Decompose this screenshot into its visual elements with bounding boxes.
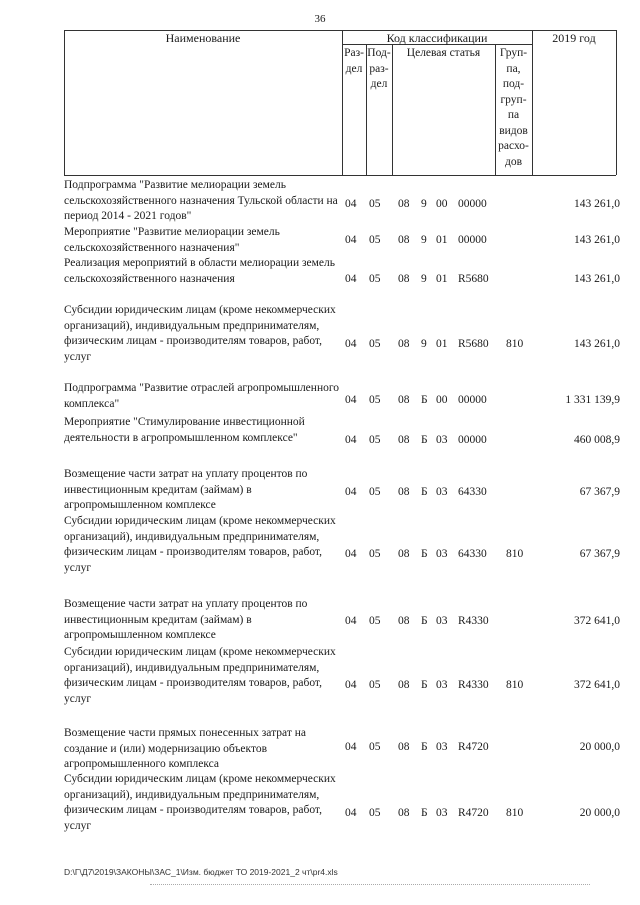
row-name: Подпрограмма "Развитие отраслей агропромышленного комплекса"	[64, 382, 340, 410]
row-name: Субсидии юридическим лицам (кроме некоммерческих организаций), индивидуальным предпринимателям, физическим лицам - производителям товаров, работ, услуг	[64, 304, 336, 363]
row-podrazdel: 05	[369, 548, 381, 560]
row-direction: 00	[436, 394, 448, 406]
row-program: 08	[398, 548, 410, 560]
page-number: 36	[314, 13, 326, 25]
scan-artifact	[150, 884, 590, 885]
row-direction: 01	[436, 338, 448, 350]
row-program: 08	[398, 434, 410, 446]
row-subprogram: Б	[421, 679, 428, 691]
row-direction: 03	[436, 807, 448, 819]
row-code: R4720	[458, 807, 489, 819]
row-podrazdel: 05	[369, 198, 381, 210]
row-subprogram: 9	[421, 273, 427, 285]
row-program: 08	[398, 198, 410, 210]
row-name: Реализация мероприятий в области мелиорации земель сельскохозяйственного назначения	[64, 257, 335, 285]
row-code: 00000	[458, 394, 487, 406]
row-razdel: 04	[345, 394, 357, 406]
row-podrazdel: 05	[369, 615, 381, 627]
row-subprogram: Б	[421, 548, 428, 560]
row-razdel: 04	[345, 273, 357, 285]
row-podrazdel: 05	[369, 338, 381, 350]
row-razdel: 04	[345, 807, 357, 819]
row-program: 08	[398, 615, 410, 627]
row-direction: 03	[436, 615, 448, 627]
row-subprogram: Б	[421, 741, 428, 753]
row-direction: 01	[436, 273, 448, 285]
row-podrazdel: 05	[369, 741, 381, 753]
row-code: 00000	[458, 234, 487, 246]
row-amount: 67 367,9	[579, 548, 620, 560]
header-naimenovanie: Наименование	[165, 31, 241, 45]
row-subprogram: 9	[421, 198, 427, 210]
row-subprogram: Б	[421, 394, 428, 406]
row-name: Субсидии юридическим лицам (кроме некоммерческих организаций), индивидуальным предпринимателям, физическим лицам - производителям товаров, работ, услуг	[64, 646, 336, 705]
row-program: 08	[398, 741, 410, 753]
row-razdel: 04	[345, 741, 357, 753]
row-podrazdel: 05	[369, 394, 381, 406]
row-code: R5680	[458, 338, 489, 350]
row-amount: 1 331 139,9	[565, 394, 620, 406]
row-code: 64330	[458, 486, 487, 498]
row-direction: 03	[436, 434, 448, 446]
footer-file-path: D:\Г\Д7\2019\ЗАКОНЫ\ЗАС_1\Изм. бюджет ТО 2019-2021_2 чт\pr4.xls	[64, 867, 338, 877]
row-amount: 143 261,0	[574, 338, 620, 350]
row-code: R5680	[458, 273, 489, 285]
row-subprogram: Б	[421, 486, 428, 498]
row-amount: 20 000,0	[579, 807, 620, 819]
row-name: Мероприятие "Развитие мелиорации земель сельскохозяйственного назначения"	[64, 226, 280, 254]
header-kod: Код классификации	[386, 31, 488, 45]
row-code: R4720	[458, 741, 489, 753]
row-code: R4330	[458, 679, 489, 691]
row-program: 08	[398, 679, 410, 691]
row-direction: 03	[436, 679, 448, 691]
row-name: Возмещение части затрат на уплату процентов по инвестиционным кредитам (займам) в агропромышленном комплексе	[64, 468, 308, 511]
row-razdel: 04	[345, 548, 357, 560]
row-direction: 03	[436, 548, 448, 560]
row-program: 08	[398, 234, 410, 246]
row-razdel: 04	[345, 615, 357, 627]
row-vid: 810	[506, 679, 524, 691]
row-program: 08	[398, 338, 410, 350]
row-podrazdel: 05	[369, 486, 381, 498]
row-podrazdel: 05	[369, 434, 381, 446]
row-name: Субсидии юридическим лицам (кроме некоммерческих организаций), индивидуальным предпринимателям, физическим лицам - производителям товаров, работ, услуг	[64, 515, 336, 574]
row-razdel: 04	[345, 338, 357, 350]
row-direction: 03	[436, 486, 448, 498]
row-name: Возмещение части затрат на уплату процентов по инвестиционным кредитам (займам) в агропромышленном комплексе	[64, 598, 308, 641]
row-razdel: 04	[345, 679, 357, 691]
row-code: 00000	[458, 198, 487, 210]
row-subprogram: Б	[421, 615, 428, 627]
row-name: Субсидии юридическим лицам (кроме некоммерческих организаций), индивидуальным предпринимателям, физическим лицам - производителям товаров, работ, услуг	[64, 773, 336, 832]
row-program: 08	[398, 486, 410, 498]
row-amount: 372 641,0	[574, 615, 620, 627]
row-amount: 372 641,0	[574, 679, 620, 691]
row-subprogram: Б	[421, 807, 428, 819]
row-direction: 00	[436, 198, 448, 210]
row-vid: 810	[506, 338, 524, 350]
row-subprogram: Б	[421, 434, 428, 446]
row-amount: 143 261,0	[574, 198, 620, 210]
row-code: R4330	[458, 615, 489, 627]
row-direction: 01	[436, 234, 448, 246]
row-amount: 143 261,0	[574, 234, 620, 246]
row-razdel: 04	[345, 198, 357, 210]
row-podrazdel: 05	[369, 234, 381, 246]
header-year: 2019 год	[552, 31, 596, 45]
row-program: 08	[398, 807, 410, 819]
row-name: Возмещение части прямых понесенных затрат на создание и (или) модернизацию объектов агропромышленного комплекса	[64, 727, 306, 770]
row-amount: 143 261,0	[574, 273, 620, 285]
header-razdel: Раз- дел	[344, 47, 364, 75]
row-podrazdel: 05	[369, 273, 381, 285]
row-direction: 03	[436, 741, 448, 753]
row-podrazdel: 05	[369, 679, 381, 691]
row-amount: 20 000,0	[579, 741, 620, 753]
row-code: 64330	[458, 548, 487, 560]
row-vid: 810	[506, 548, 524, 560]
row-program: 08	[398, 394, 410, 406]
row-amount: 67 367,9	[579, 486, 620, 498]
header-celevaya: Целевая статья	[406, 47, 481, 59]
row-subprogram: 9	[421, 234, 427, 246]
row-name: Мероприятие "Стимулирование инвестиционной деятельности в агропромышленном комплексе"	[64, 416, 305, 444]
row-code: 00000	[458, 434, 487, 446]
header-podrazdel: Под- раз- дел	[367, 47, 391, 90]
row-vid: 810	[506, 807, 524, 819]
row-razdel: 04	[345, 234, 357, 246]
row-amount: 460 008,9	[574, 434, 620, 446]
row-subprogram: 9	[421, 338, 427, 350]
row-razdel: 04	[345, 434, 357, 446]
row-podrazdel: 05	[369, 807, 381, 819]
row-name: Подпрограмма "Развитие мелиорации земель сельскохозяйственного назначения Тульской области на период 2014 - 2021 годов"	[64, 179, 338, 222]
row-program: 08	[398, 273, 410, 285]
header-gruppa: Груп- па, под- груп- па видов расхо- дов	[498, 47, 529, 168]
row-razdel: 04	[345, 486, 357, 498]
